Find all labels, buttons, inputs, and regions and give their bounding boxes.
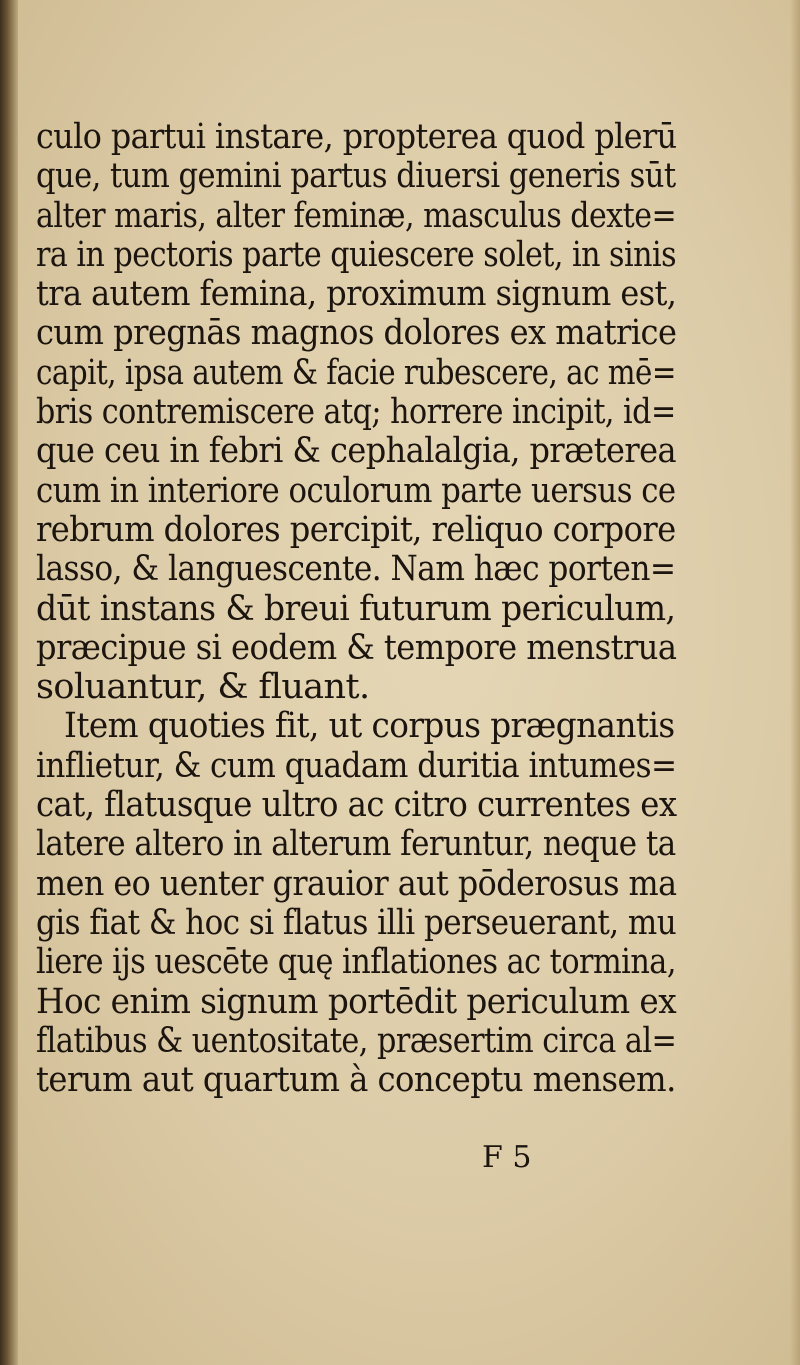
text-line: cum pregnās magnos dolores ex matrice [36,313,677,354]
text-line: soluantur, & fluant. [36,667,370,708]
text-line: capit, ipsa autem & facie rubescere, ac mē= [36,352,676,393]
text-line: cum in interiore oculorum parte uersus ce [36,470,676,511]
text-line: que, tum gemini partus diuersi generis sūt [36,156,676,197]
text-line: tra autem femina, proximum signum est, [36,274,677,315]
text-line: inflietur, & cum quadam duritia intumes= [36,745,677,786]
text-line: que ceu in febri & cephalalgia, præterea [36,431,677,472]
text-line: bris contremiscere atq; horrere incipit, id= [36,392,676,433]
body-text [36,118,676,1100]
text-line: dūt instans & breui futurum periculum, [36,588,676,629]
text-line: men eo uenter grauior aut pōderosus ma [36,863,677,904]
text-line: lasso, & languescente. Nam hæc porten= [36,549,676,590]
text-line: præcipue si eodem & tempore menstrua [36,627,677,668]
text-line: gis fiat & hoc si flatus illi perseuerant, mu [36,902,677,943]
page-gutter [0,0,18,1365]
page-edge [790,0,800,1365]
text-line: terum aut quartum à conceptu mensem. [36,1060,676,1101]
text-line: culo partui instare, propterea quod plerū [36,117,677,157]
text-line: Item quoties fit, ut corpus prægnantis [63,706,675,747]
text-line: flatibus & uentositate, præsertim circa al= [36,1020,677,1061]
text-line: cat, flatusque ultro ac citro currentes ex [36,785,677,826]
signature-mark: F 5 [482,1140,532,1175]
text-line: rebrum dolores percipit, reliquo corpore [36,509,676,550]
text-line: latere altero in alterum feruntur, neque ta [36,824,676,865]
text-line: Hoc enim signum portēdit periculum ex [36,981,677,1022]
text-line: alter maris, alter feminæ, masculus dexte= [36,195,677,236]
text-line: liere ijs uescēte quę inflationes ac tormina, [36,942,676,983]
text-line: ra in pectoris parte quiescere solet, in sinis [36,234,677,275]
